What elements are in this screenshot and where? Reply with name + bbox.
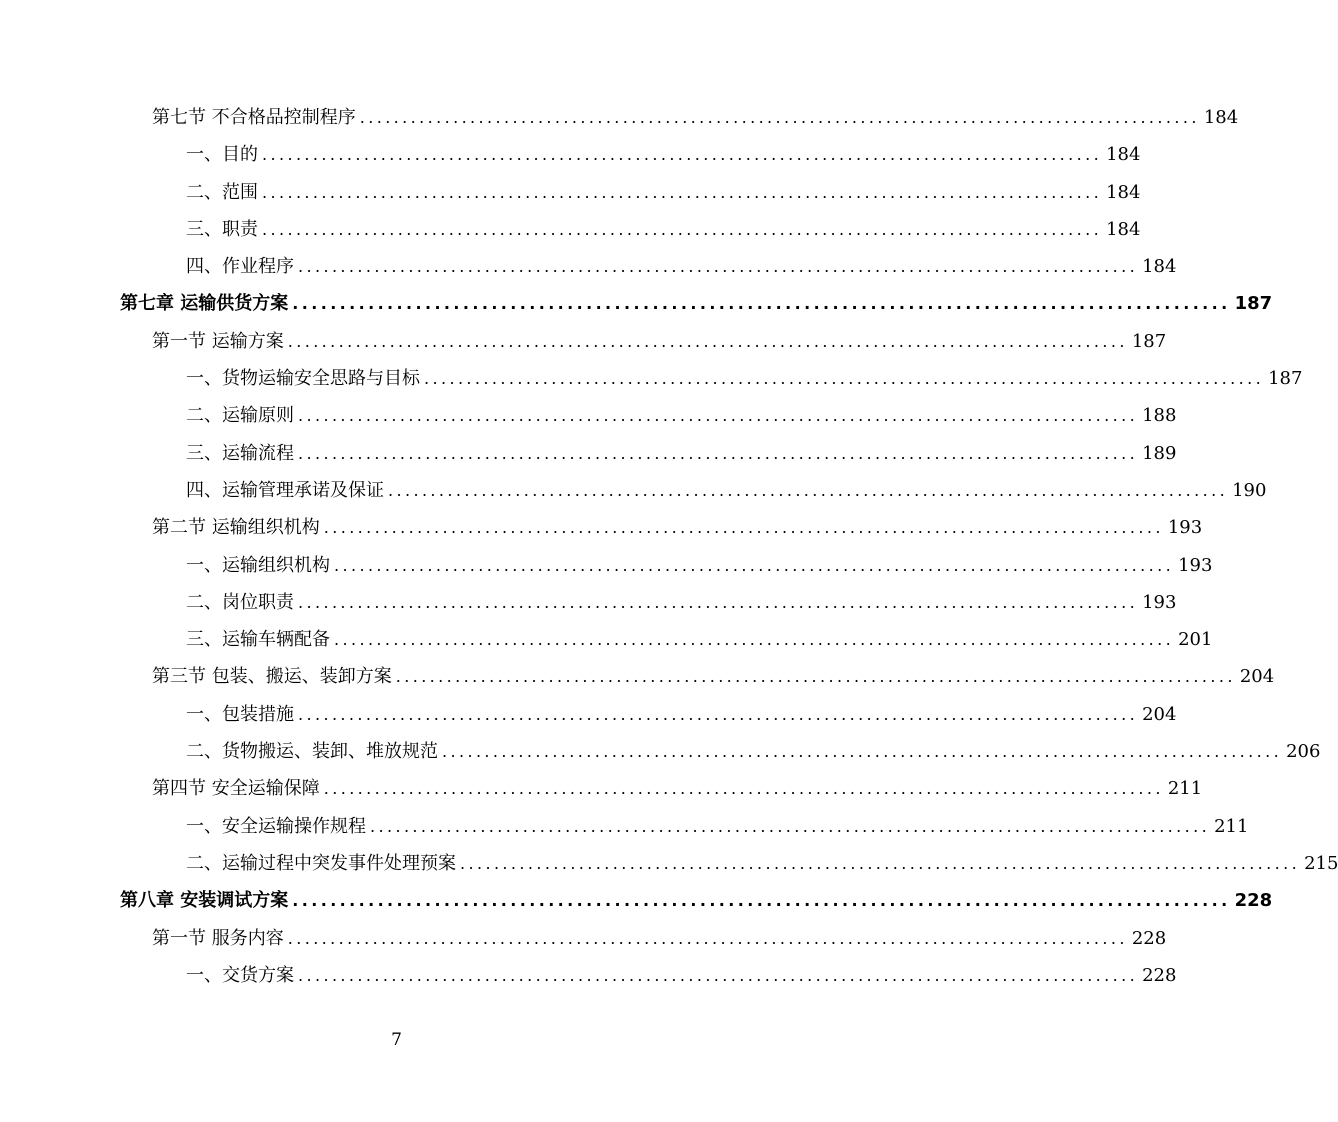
toc-entry-title: 第七节 不合格品控制程序	[152, 107, 356, 128]
toc-dot-leader: ...................................................................................................	[298, 965, 1139, 985]
toc-dot-leader: ...................................................................................................	[292, 294, 1231, 314]
toc-entry-page-number: 215	[1304, 852, 1338, 874]
toc-entry-page-number: 201	[1178, 629, 1213, 651]
toc-section-entry[interactable]	[0, 920, 1167, 957]
toc-subsection-entry[interactable]	[0, 248, 1177, 285]
toc-entry-title: 三、职责	[186, 218, 258, 240]
toc-subsection-entry[interactable]	[0, 957, 1177, 994]
toc-entry-page-number: 184	[1106, 181, 1141, 203]
toc-subsection-entry[interactable]	[0, 584, 1177, 621]
toc-subsection-entry[interactable]	[0, 397, 1177, 434]
toc-chapter-entry[interactable]	[0, 285, 1273, 322]
toc-dot-leader: ...................................................................................................	[262, 182, 1103, 202]
toc-dot-leader: ...................................................................................................	[298, 406, 1139, 426]
toc-entry-title: 第七章 运输供货方案	[120, 293, 289, 315]
toc-entry-title: 第八章 安装调试方案	[120, 890, 289, 912]
toc-chapter-entry[interactable]	[0, 882, 1273, 919]
toc-subsection-entry[interactable]	[0, 733, 1321, 770]
toc-entry-title: 一、货物运输安全思路与目标	[186, 368, 420, 390]
toc-entry-page-number: 193	[1142, 591, 1177, 613]
toc-entry-title: 第二节 运输组织机构	[152, 517, 320, 539]
toc-section-entry[interactable]	[0, 658, 1275, 695]
toc-subsection-entry[interactable]	[0, 136, 1141, 173]
table-of-contents	[0, 99, 1338, 994]
toc-dot-leader: ...................................................................................................	[262, 219, 1103, 239]
toc-dot-leader: ...................................................................................................	[323, 779, 1164, 799]
toc-subsection-entry[interactable]	[0, 547, 1213, 584]
toc-section-entry[interactable]	[0, 509, 1203, 546]
toc-entry-title: 第四节 安全运输保障	[152, 778, 320, 800]
toc-dot-leader: ...................................................................................................	[298, 443, 1139, 463]
toc-entry-page-number: 187	[1234, 293, 1273, 315]
toc-subsection-entry[interactable]	[0, 621, 1213, 658]
toc-entry-title: 一、安全运输操作规程	[186, 815, 366, 837]
toc-dot-leader: ...................................................................................................	[292, 891, 1231, 911]
toc-dot-leader: ...................................................................................................	[262, 145, 1103, 165]
toc-entry-title: 三、运输流程	[186, 442, 294, 464]
toc-section-entry[interactable]	[0, 770, 1203, 807]
toc-entry-title: 二、运输原则	[186, 405, 294, 427]
toc-entry-page-number: 193	[1178, 554, 1213, 576]
toc-entry-page-number: 228	[1131, 927, 1167, 949]
toc-dot-leader: ...................................................................................................	[359, 108, 1200, 127]
toc-entry-page-number: 211	[1167, 778, 1203, 800]
toc-section-entry[interactable]	[0, 323, 1167, 360]
toc-dot-leader: ...................................................................................................	[323, 518, 1164, 538]
toc-entry-title: 二、货物搬运、装卸、堆放规范	[186, 741, 438, 763]
toc-dot-leader: ...................................................................................................	[298, 704, 1139, 724]
toc-dot-leader: ...................................................................................................	[298, 592, 1139, 612]
toc-subsection-entry[interactable]	[0, 472, 1267, 509]
toc-entry-page-number: 187	[1131, 330, 1167, 352]
toc-subsection-entry[interactable]	[0, 435, 1177, 472]
toc-subsection-entry[interactable]	[0, 696, 1177, 733]
toc-dot-leader: ...................................................................................................	[287, 928, 1128, 948]
toc-subsection-entry[interactable]	[0, 808, 1249, 845]
toc-subsection-entry[interactable]	[0, 845, 1338, 882]
toc-entry-title: 一、交货方案	[186, 964, 294, 986]
toc-entry-page-number: 187	[1268, 368, 1303, 390]
toc-entry-page-number: 189	[1142, 442, 1177, 464]
toc-entry-title: 一、包装措施	[186, 703, 294, 725]
toc-entry-page-number: 188	[1142, 405, 1177, 427]
toc-dot-leader: ...................................................................................................	[298, 257, 1139, 277]
toc-dot-leader: ...................................................................................................	[370, 816, 1211, 836]
toc-entry-title: 二、范围	[186, 181, 258, 203]
toc-entry-title: 一、运输组织机构	[186, 554, 330, 576]
toc-entry-title: 第一节 运输方案	[152, 330, 284, 352]
toc-section-entry[interactable]	[0, 99, 1239, 136]
toc-dot-leader: ...................................................................................................	[442, 742, 1283, 762]
toc-entry-page-number: 228	[1142, 964, 1177, 986]
toc-entry-page-number: 190	[1232, 479, 1267, 501]
toc-entry-title: 第一节 服务内容	[152, 927, 284, 949]
toc-entry-page-number: 206	[1286, 741, 1321, 763]
toc-dot-leader: ...................................................................................................	[460, 853, 1301, 873]
toc-entry-title: 二、岗位职责	[186, 591, 294, 613]
toc-entry-page-number: 204	[1239, 666, 1275, 688]
toc-entry-page-number: 184	[1106, 218, 1141, 240]
toc-dot-leader: ...................................................................................................	[334, 555, 1175, 575]
toc-entry-title: 二、运输过程中突发事件处理预案	[186, 852, 456, 874]
toc-dot-leader: ...................................................................................................	[334, 630, 1175, 650]
toc-entry-page-number: 184	[1203, 107, 1239, 128]
toc-entry-title: 第三节 包装、搬运、装卸方案	[152, 666, 392, 688]
toc-subsection-entry[interactable]	[0, 211, 1141, 248]
toc-entry-title: 四、运输管理承诺及保证	[186, 479, 384, 501]
page-number: 7	[391, 1030, 402, 1050]
toc-subsection-entry[interactable]	[0, 360, 1303, 397]
toc-entry-title: 三、运输车辆配备	[186, 629, 330, 651]
toc-entry-page-number: 211	[1214, 815, 1249, 837]
toc-entry-page-number: 193	[1167, 517, 1203, 539]
toc-subsection-entry[interactable]	[0, 174, 1141, 211]
toc-dot-leader: ...................................................................................................	[395, 667, 1236, 687]
toc-dot-leader: ...................................................................................................	[388, 480, 1229, 500]
toc-entry-page-number: 228	[1234, 890, 1273, 912]
toc-entry-page-number: 184	[1106, 144, 1141, 166]
toc-dot-leader: ...................................................................................................	[424, 369, 1265, 389]
toc-dot-leader: ...................................................................................................	[287, 331, 1128, 351]
toc-entry-page-number: 204	[1142, 703, 1177, 725]
toc-entry-title: 一、目的	[186, 144, 258, 166]
toc-entry-title: 四、作业程序	[186, 256, 294, 278]
toc-entry-page-number: 184	[1142, 256, 1177, 278]
